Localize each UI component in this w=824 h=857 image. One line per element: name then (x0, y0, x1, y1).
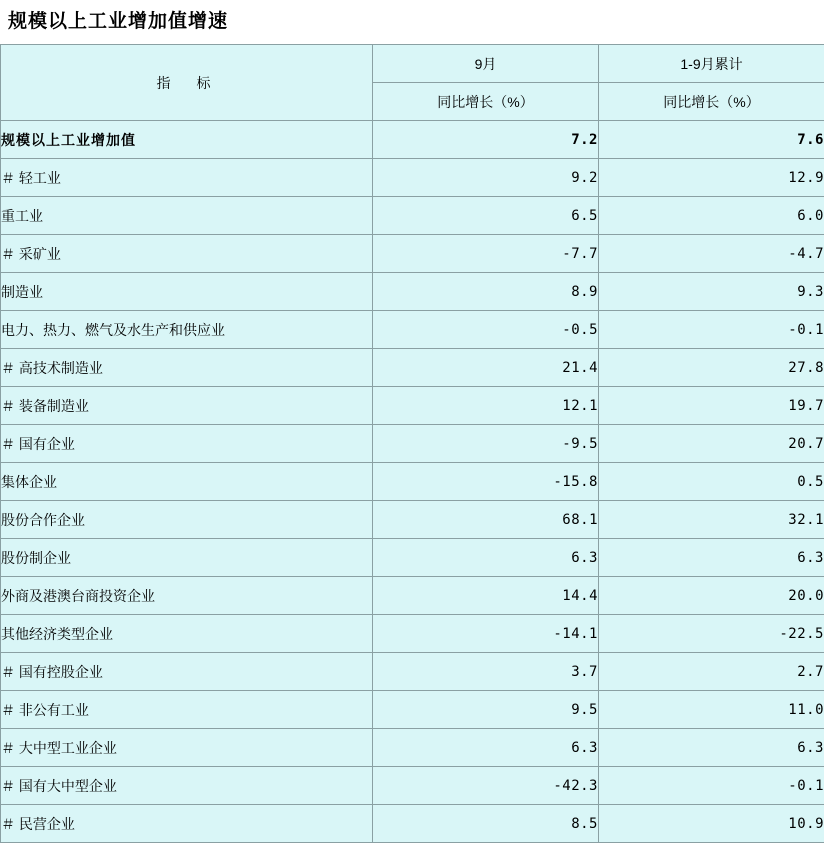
page-title: 规模以上工业增加值增速 (8, 11, 229, 32)
cell-month-yoy: -42.3 (373, 767, 599, 805)
row-label: 其他经济类型企业 (1, 615, 373, 653)
table-row (1, 767, 824, 805)
cell-month-yoy: -14.1 (373, 615, 599, 653)
cell-month-yoy: 9.5 (373, 691, 599, 729)
cell-month-yoy: 8.5 (373, 805, 599, 843)
table-row (1, 159, 824, 197)
table-row (1, 577, 824, 615)
cell-month-yoy: -0.5 (373, 311, 599, 349)
cell-month-yoy: 6.3 (373, 729, 599, 767)
cell-cumulative-yoy: 6.0 (599, 197, 824, 235)
table-row (1, 653, 824, 691)
row-label: ＃ 国有控股企业 (1, 653, 373, 691)
row-label: 外商及港澳台商投资企业 (1, 577, 373, 615)
cell-month-yoy: 3.7 (373, 653, 599, 691)
cell-cumulative-yoy: 6.3 (599, 539, 824, 577)
cell-cumulative-yoy: 11.0 (599, 691, 824, 729)
cell-month-yoy: -9.5 (373, 425, 599, 463)
cell-cumulative-yoy: 7.6 (599, 121, 824, 159)
cell-cumulative-yoy: 27.8 (599, 349, 824, 387)
cell-cumulative-yoy: 12.9 (599, 159, 824, 197)
table-row (1, 691, 824, 729)
cell-cumulative-yoy: -22.5 (599, 615, 824, 653)
row-label: ＃ 国有大中型企业 (1, 767, 373, 805)
cell-cumulative-yoy: 6.3 (599, 729, 824, 767)
industrial-value-added-growth-table (0, 44, 824, 843)
row-label: ＃ 非公有工业 (1, 691, 373, 729)
cell-month-yoy: 12.1 (373, 387, 599, 425)
table-row (1, 615, 824, 653)
cell-month-yoy: 6.5 (373, 197, 599, 235)
cell-cumulative-yoy: -4.7 (599, 235, 824, 273)
table-row (1, 197, 824, 235)
row-label: ＃ 国有企业 (1, 425, 373, 463)
cell-cumulative-yoy: 20.0 (599, 577, 824, 615)
column-subheader-month-yoy: 同比增长（%） (373, 83, 599, 121)
table-row (1, 539, 824, 577)
table-row (1, 425, 824, 463)
table-row (1, 273, 824, 311)
row-label: 集体企业 (1, 463, 373, 501)
cell-cumulative-yoy: 20.7 (599, 425, 824, 463)
cell-month-yoy: -7.7 (373, 235, 599, 273)
row-label: ＃ 采矿业 (1, 235, 373, 273)
table-row (1, 805, 824, 843)
row-label: 制造业 (1, 273, 373, 311)
cell-month-yoy: -15.8 (373, 463, 599, 501)
table-row (1, 235, 824, 273)
cell-cumulative-yoy: -0.1 (599, 311, 824, 349)
table-row (1, 463, 824, 501)
row-label: ＃ 装备制造业 (1, 387, 373, 425)
cell-cumulative-yoy: 10.9 (599, 805, 824, 843)
column-header-cumulative: 1-9月累计 (599, 45, 824, 83)
cell-month-yoy: 6.3 (373, 539, 599, 577)
cell-cumulative-yoy: 19.7 (599, 387, 824, 425)
cell-month-yoy: 14.4 (373, 577, 599, 615)
row-label: ＃ 轻工业 (1, 159, 373, 197)
row-label: ＃ 大中型工业企业 (1, 729, 373, 767)
row-label: 电力、热力、燃气及水生产和供应业 (1, 311, 373, 349)
table-row (1, 121, 824, 159)
row-label: 规模以上工业增加值 (1, 121, 373, 159)
table-row (1, 311, 824, 349)
cell-month-yoy: 21.4 (373, 349, 599, 387)
table-row (1, 501, 824, 539)
cell-cumulative-yoy: 9.3 (599, 273, 824, 311)
row-label: 股份合作企业 (1, 501, 373, 539)
row-label: ＃ 民营企业 (1, 805, 373, 843)
cell-cumulative-yoy: 0.5 (599, 463, 824, 501)
row-label: 股份制企业 (1, 539, 373, 577)
table-header-row-1 (1, 45, 824, 83)
cell-cumulative-yoy: 32.1 (599, 501, 824, 539)
table-row (1, 729, 824, 767)
cell-month-yoy: 68.1 (373, 501, 599, 539)
table-row (1, 387, 824, 425)
cell-month-yoy: 8.9 (373, 273, 599, 311)
row-label: ＃ 高技术制造业 (1, 349, 373, 387)
column-header-month: 9月 (373, 45, 599, 83)
cell-cumulative-yoy: 2.7 (599, 653, 824, 691)
title-bar (0, 0, 824, 44)
table-head (1, 45, 824, 121)
column-subheader-cumulative-yoy: 同比增长（%） (599, 83, 824, 121)
cell-cumulative-yoy: -0.1 (599, 767, 824, 805)
table-body (1, 121, 824, 843)
column-header-indicator: 指 标 (1, 45, 373, 121)
cell-month-yoy: 9.2 (373, 159, 599, 197)
table-row (1, 349, 824, 387)
cell-month-yoy: 7.2 (373, 121, 599, 159)
row-label: 重工业 (1, 197, 373, 235)
